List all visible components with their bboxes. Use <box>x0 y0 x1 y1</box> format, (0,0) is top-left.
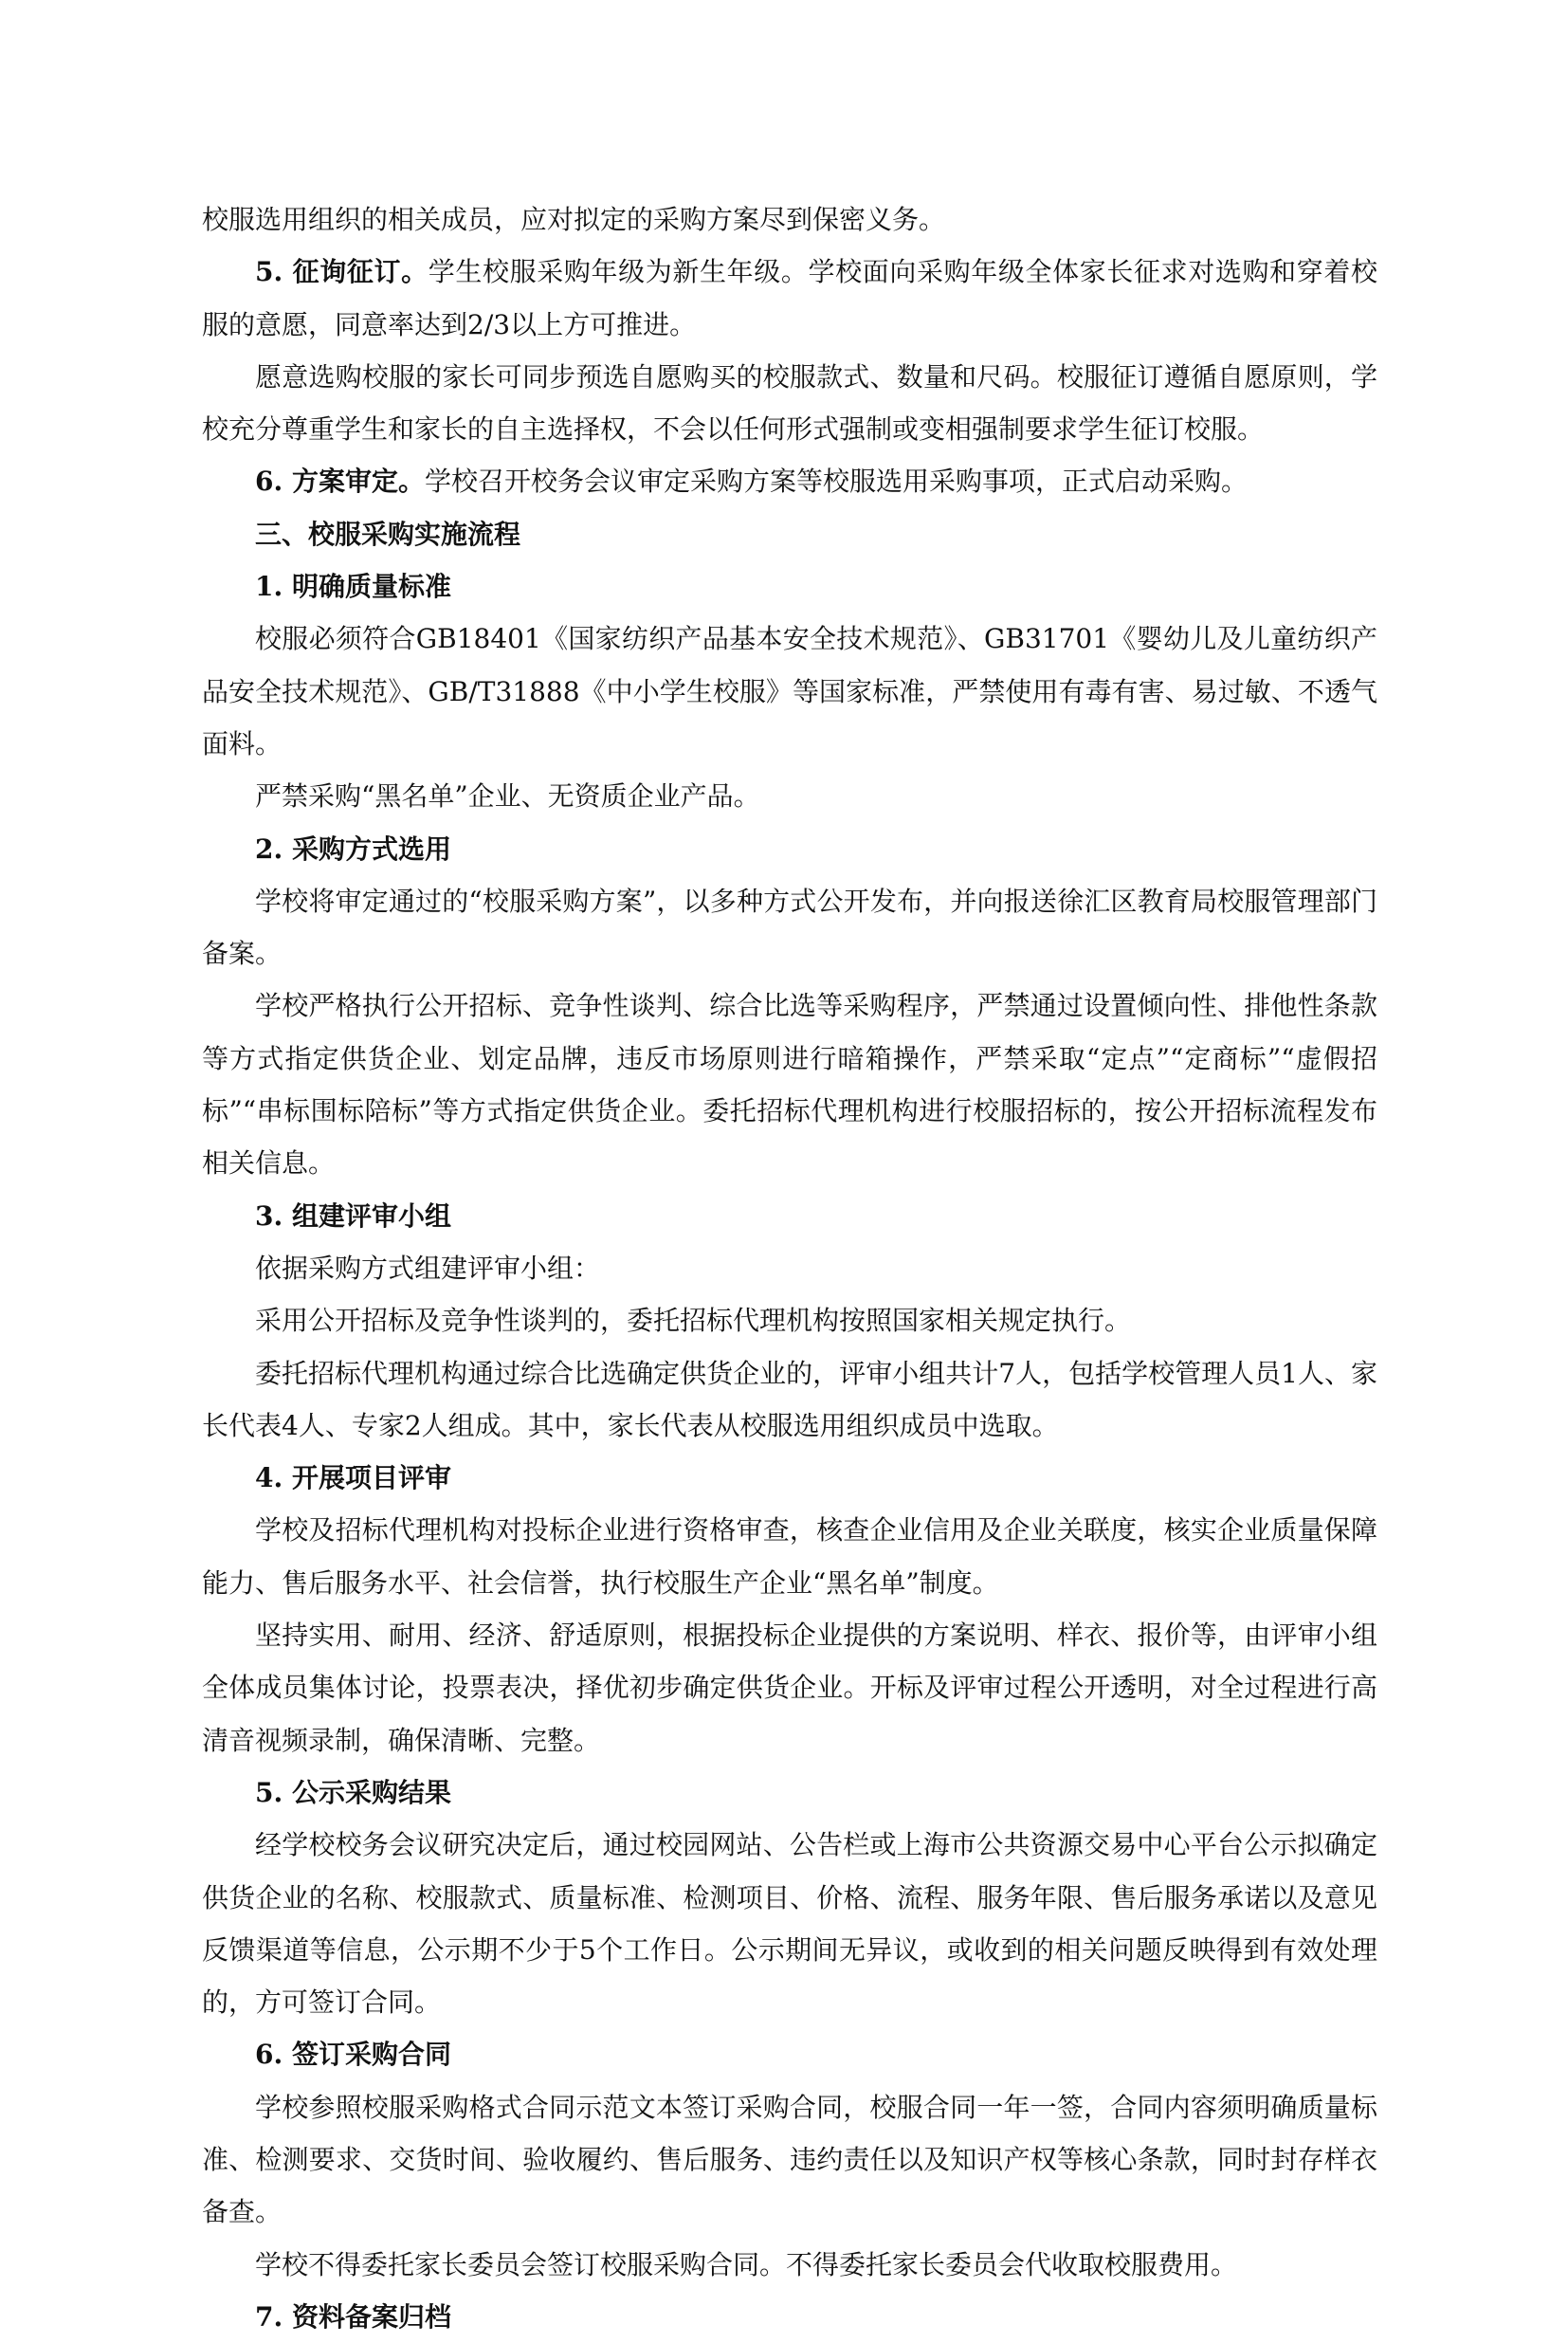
paragraph-plan-approval <box>202 455 1377 507</box>
subheading-quality-standards: 1. 明确质量标准 <box>255 571 451 603</box>
paragraph-voluntary-ordering: 愿意选购校服的家长可同步预选自愿购买的校服款式、数量和尺码。校服征订遵循自愿原则，学校充分尊重学生和家长的自主选择权，不会以任何形式强制或变相强制要求学生征订校服。 <box>202 360 1377 446</box>
subheading-sign-contract: 6. 签订采购合同 <box>255 2039 451 2071</box>
subheading-procurement-method: 2. 采购方式选用 <box>255 833 451 865</box>
paragraph-qualification-check: 学校及招标代理机构对投标企业进行资格审查，核查企业信用及企业关联度，核实企业质量保障能力、售后服务水平、社会信誉，执行校服生产企业“黑名单”制度。 <box>202 1514 1377 1599</box>
document-body <box>202 193 1377 2343</box>
paragraph-tender-rules: 学校严格执行公开招标、竞争性谈判、综合比选等采购程序，严禁通过设置倾向性、排他性条款等方式指定供货企业、划定品牌，违反市场原则进行暗箱操作，严禁采取“定点”“定商标”“虚假招标”“串标围标陪标”等方式指定供货企业。委托招标代理机构进行校服招标的，按公开招标流程发布相关信息。 <box>202 990 1377 1180</box>
paragraph-consultation <box>202 246 1377 351</box>
paragraph-plan-publication: 学校将审定通过的“校服采购方案”，以多种方式公开发布，并向报送徐汇区教育局校服管理部门备案。 <box>202 885 1377 970</box>
paragraph-panel-basis: 依据采购方式组建评审小组： <box>255 1252 601 1284</box>
paragraph-national-standards: 校服必须符合GB18401《国家纺织产品基本安全技术规范》、GB31701《婴幼儿及儿童纺织产品安全技术规范》、GB/T31888《中小学生校服》等国家标准，严禁使用有毒有害、易过敏、不透气面料。 <box>202 623 1377 760</box>
item-text-consultation: 学生校服采购年级为新生年级。学校面向采购年级全体家长征求对选购和穿着校服的意愿，同意率达到2/3以上方可推进。 <box>202 256 1377 340</box>
paragraph-contract-terms: 学校参照校服采购格式合同示范文本签订采购合同，校服合同一年一签，合同内容须明确质量标准、检测要求、交货时间、验收履约、售后服务、违约责任以及知识产权等核心条款，同时封存样衣备查。 <box>202 2091 1377 2228</box>
paragraph-parent-committee: 学校不得委托家长委员会签订校服采购合同。不得委托家长委员会代收取校服费用。 <box>255 2248 1238 2280</box>
paragraph-public-tender: 采用公开招标及竞争性谈判的，委托招标代理机构按照国家相关规定执行。 <box>255 1305 1132 1337</box>
subheading-review-panel: 3. 组建评审小组 <box>255 1199 451 1232</box>
paragraph-panel-composition: 委托招标代理机构通过综合比选确定供货企业的，评审小组共计7人，包括学校管理人员1人、家长代表4人、专家2人组成。其中，家长代表从校服选用组织成员中选取。 <box>202 1357 1377 1441</box>
section-heading-procurement-process: 三、校服采购实施流程 <box>255 518 521 550</box>
paragraph-confidentiality: 校服选用组织的相关成员，应对拟定的采购方案尽到保密义务。 <box>202 204 946 235</box>
subheading-project-review: 4. 开展项目评审 <box>255 1462 451 1494</box>
subheading-publish-results: 5. 公示采购结果 <box>255 1776 451 1808</box>
paragraph-publicity: 经学校校务会议研究决定后，通过校园网站、公告栏或上海市公共资源交易中心平台公示拟确定供货企业的名称、校服款式、质量标准、检测项目、价格、流程、服务年限、售后服务承诺以及意见反馈渠道等信息，公示期不少于5个工作日。公示期间无异议，或收到的相关问题反映得到有效处理的，方可签订合同。 <box>202 1829 1377 2019</box>
item-lead-plan-approval: 6. 方案审定。 <box>255 466 425 498</box>
subheading-archiving: 7. 资料备案归档 <box>255 2300 451 2333</box>
paragraph-blacklist: 严禁采购“黑名单”企业、无资质企业产品。 <box>255 780 760 813</box>
paragraph-review-principles: 坚持实用、耐用、经济、舒适原则，根据投标企业提供的方案说明、样衣、报价等，由评审小组全体成员集体讨论，投票表决，择优初步确定供货企业。开标及评审过程公开透明，对全过程进行高清音视频录制，确保清晰、完整。 <box>202 1620 1377 1756</box>
item-text-plan-approval: 学校召开校务会议审定采购方案等校服选用采购事项，正式启动采购。 <box>424 466 1248 498</box>
item-lead-consultation: 5. 征询征订。 <box>255 256 428 288</box>
